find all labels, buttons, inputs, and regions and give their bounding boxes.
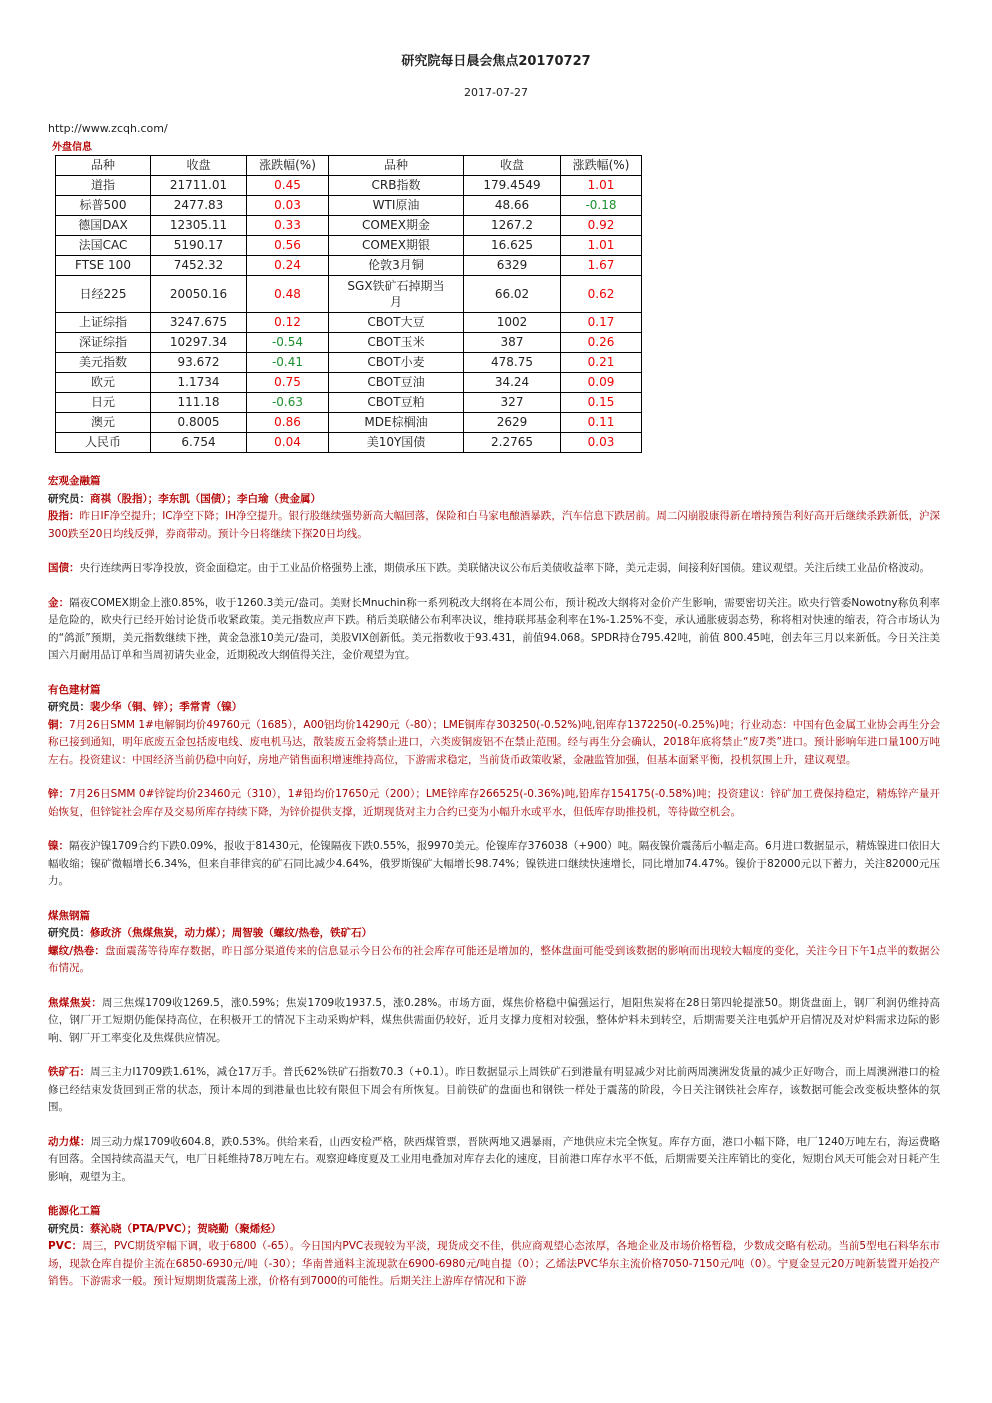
para-label: 镍： (48, 840, 70, 852)
row-name: CRB指数 (329, 176, 464, 196)
row-name: CBOT玉米 (329, 333, 464, 353)
row-close: 1002 (464, 313, 561, 333)
row-change: 0.62 (561, 276, 642, 313)
market-table-row (56, 413, 642, 433)
row-change: 1.01 (561, 236, 642, 256)
row-change: 0.17 (561, 313, 642, 333)
market-table-row (56, 256, 642, 276)
row-name: SGX铁矿石掉期当月 (329, 276, 464, 313)
row-change: 0.24 (247, 256, 329, 276)
researcher-names: 修政济（焦煤焦炭，动力煤）；周智骏（螺纹/热卷，铁矿石） (90, 927, 373, 939)
row-close: 6.754 (151, 433, 247, 453)
market-table-row (56, 216, 642, 236)
row-name: 法国CAC (56, 236, 151, 256)
market-table-row (56, 373, 642, 393)
row-close: 1267.2 (464, 216, 561, 236)
para-label: PVC： (48, 1240, 83, 1252)
row-change: -0.18 (561, 196, 642, 216)
row-name: 美元指数 (56, 353, 151, 373)
row-close: 387 (464, 333, 561, 353)
col-header-close: 收盘 (151, 156, 247, 176)
section-title-macro: 宏观金融篇 (48, 475, 101, 487)
market-table-row (56, 433, 642, 453)
row-close: 12305.11 (151, 216, 247, 236)
para-label: 铁矿石： (48, 1066, 91, 1078)
market-table-row (56, 353, 642, 373)
row-name: 日元 (56, 393, 151, 413)
row-name: MDE棕榈油 (329, 413, 464, 433)
para-text: 周三焦煤1709收1269.5，涨0.59%；焦炭1709收1937.5，涨0.28%。市场方面，煤焦价格稳中偏强运行，旭阳焦炭将在28日第四轮提涨50。期货盘面上，钢厂利润仍维持高位，钢厂开工短期仍能保持高位，在积极开工的情况下主动采购炉料，煤焦供需面仍较好，近月支撑力度相对较强，整体炉料未到转空，后期需要关注电弧炉开启情况及对炉料需求边际的影响、钢厂开工率变化及焦煤供应情况。 (48, 996, 941, 1044)
report-date: 2017-07-27 (464, 86, 528, 99)
row-change: 0.86 (247, 413, 329, 433)
row-change: -0.54 (247, 333, 329, 353)
row-name: COMEX期金 (329, 216, 464, 236)
row-close: 327 (464, 393, 561, 413)
copper-paragraph (48, 717, 940, 770)
row-close: 10297.34 (151, 333, 247, 353)
col-header-name: 品种 (329, 156, 464, 176)
bond-paragraph (48, 560, 940, 578)
row-change: 0.03 (561, 433, 642, 453)
zinc-paragraph (48, 786, 940, 821)
row-name: 美10Y国债 (329, 433, 464, 453)
market-table-row (56, 276, 642, 313)
nickel-paragraph (48, 838, 940, 891)
row-close: 20050.16 (151, 276, 247, 313)
rebar-paragraph (48, 943, 940, 978)
row-change: 0.92 (561, 216, 642, 236)
row-name: 深证综指 (56, 333, 151, 353)
para-text: 盘面震荡等待库存数据，昨日部分渠道传来的信息显示今日公布的社会库存可能还是增加的，整体盘面可能受到该数据的影响而出现较大幅度的变化，关注今日下午1点半的数据公布情况。 (48, 944, 940, 974)
gold-paragraph (48, 595, 940, 665)
row-close: 6329 (464, 256, 561, 276)
row-name: 德国DAX (56, 216, 151, 236)
row-close: 7452.32 (151, 256, 247, 276)
section-title-metals: 有色建材篇 (48, 683, 101, 696)
row-change: 0.04 (247, 433, 329, 453)
row-name: 日经225 (56, 276, 151, 313)
row-name: CBOT小麦 (329, 353, 464, 373)
row-change: 0.15 (561, 393, 642, 413)
website-link[interactable]: http://www.zcqh.com/ (48, 122, 168, 135)
col-header-close: 收盘 (464, 156, 561, 176)
iron-ore-paragraph (48, 1064, 940, 1117)
row-close: 478.75 (464, 353, 561, 373)
row-name: 道指 (56, 176, 151, 196)
row-name: CBOT豆粕 (329, 393, 464, 413)
page-title: 研究院每日晨会焦点20170727 (401, 54, 591, 69)
row-change: 0.26 (561, 333, 642, 353)
row-name: 欧元 (56, 373, 151, 393)
market-table-row (56, 196, 642, 216)
row-change: 0.09 (561, 373, 642, 393)
row-close: 48.66 (464, 196, 561, 216)
para-text: 周三，PVC期货窄幅下调，收于6800（-65）。今日国内PVC表现较为平淡，现货成交不佳，供应商观望心态浓厚，各地企业及市场价格暂稳，少数成交略有松动。当前5型电石料华东市场，现款仓库自提价主流在6850-6930元/吨（-30）；华南普通料主流现款在6900-6980元/吨自提（0）；乙烯法PVC华东主流价格7050-7150元/吨（0）。宁夏金昱元20万吨新装置开始投产销售。下游需求一般。预计短期期货震荡上涨，价格有到7000的可能性。后期关注上游库存情况和下游 (48, 1240, 941, 1287)
row-close: 111.18 (151, 393, 247, 413)
market-table-row (56, 236, 642, 256)
market-table-header (56, 156, 642, 176)
market-table (55, 155, 642, 453)
row-name: FTSE 100 (56, 256, 151, 276)
row-name: 人民币 (56, 433, 151, 453)
market-table-row (56, 176, 642, 196)
para-text: 7月26日SMM 0#锌锭均价23460元（310），1#铅均价17650元（200）；LME锌库存266525(-0.36%)吨,铅库存154175(-0.58%)吨；投资建议：锌矿加工费保持稳定，精炼锌产量开始恢复，但锌锭社会库存及交易所库存持续下降，为锌价提供支撑，近期现货对主力合约已变为小幅升水或平水，但低库存助推投机，等待做空机会。 (48, 788, 941, 818)
row-name: COMEX期银 (329, 236, 464, 256)
para-text: 昨日IF净空提升；IC净空下降；IH净空提升。银行股继续强势新高大幅回落，保险和白马家电酿酒暴跌，汽车信息下跌居前。周二闪崩股康得新在增持预告利好高开后继续杀跌新低，沪深300跌至20日均线反弹，券商带动。预计今日将继续下探20日均线。 (48, 510, 941, 540)
para-text: 隔夜COMEX期金上涨0.85%，收于1260.3美元/盎司。美财长Mnuchin称一系列税改大纲将在本周公布，预计税改大纲将对金价产生影响，需要密切关注。欧央行管委Nowotny称负利率是危险的，欧央行已经开始讨论货币收紧政策。美元指数应声下跌。稍后美联储公布利率决议，维持联邦基金利率在1%-1.25%不变，承认通胀疲弱态势，称将相对快速的缩表，符合市场认为的“鸽派”预期，美元指数继续下挫，黄金急涨10美元/盎司，美股VIX创新低。美元指数收于93.431，前值94.068。SPDR持仓795.42吨，前值 800.45吨，创去年三月以来新低。今日关注美国六月耐用品订单和当周初请失业金，近期税改大纲值得关注，金价观望为宜。 (48, 596, 941, 661)
researcher-line (48, 925, 940, 943)
row-name: 上证综指 (56, 313, 151, 333)
researcher-names: 蔡沁晓（PTA/PVC）；贺晓勤（聚烯烃） (90, 1222, 282, 1235)
section-title-energy: 能源化工篇 (48, 1205, 101, 1217)
row-name: 伦敦3月铜 (329, 256, 464, 276)
para-label: 铜： (48, 718, 70, 731)
para-label: 动力煤： (48, 1135, 91, 1148)
researcher-line (48, 699, 940, 717)
market-section-label: 外盘信息 (52, 142, 92, 153)
row-change: -0.63 (247, 393, 329, 413)
row-change: 0.75 (247, 373, 329, 393)
col-header-name: 品种 (56, 156, 151, 176)
researcher-names: 裴少华（铜、锌）；季常青（镍） (90, 701, 243, 713)
market-table-row (56, 313, 642, 333)
row-close: 2629 (464, 413, 561, 433)
researcher-names: 商祺（股指）；李东凯（国债）；李白瑜（贵金属） (90, 492, 321, 505)
row-change: 0.45 (247, 176, 329, 196)
researcher-label: 研究员： (48, 701, 90, 713)
row-close: 2477.83 (151, 196, 247, 216)
market-table-row (56, 393, 642, 413)
row-close: 16.625 (464, 236, 561, 256)
row-close: 179.4549 (464, 176, 561, 196)
col-header-change: 涨跌幅(%) (561, 156, 642, 176)
row-change: 0.11 (561, 413, 642, 433)
row-change: 0.48 (247, 276, 329, 313)
row-name: 标普500 (56, 196, 151, 216)
row-change: 1.67 (561, 256, 642, 276)
row-change: 1.01 (561, 176, 642, 196)
row-close: 1.1734 (151, 373, 247, 393)
row-close: 66.02 (464, 276, 561, 313)
para-label: 股指： (48, 510, 80, 522)
row-change: 0.03 (247, 196, 329, 216)
coke-paragraph (48, 995, 940, 1048)
researcher-label: 研究员： (48, 1222, 90, 1235)
researcher-label: 研究员： (48, 927, 90, 939)
para-label: 焦煤焦炭： (48, 996, 103, 1009)
researcher-line (48, 491, 940, 509)
row-name: WTI原油 (329, 196, 464, 216)
para-label: 螺纹/热卷： (48, 944, 106, 957)
para-text: 央行连续两日零净投放，资金面稳定。由于工业品价格强势上涨，期债承压下跌。美联储决议公布后美债收益率下降，美元走弱，间接利好国债。建议观望。关注后续工业品价格波动。 (79, 562, 930, 574)
row-close: 93.672 (151, 353, 247, 373)
para-text: 7月26日SMM 1#电解铜均价49760元（1685），A00铝均价14290元（-80）；LME铜库存303250(-0.52%)吨,铝库存1372250(-0.25%)吨；行业动态：中国有色金属工业协会再生分会称已接到通知，明年底废五金包括废电线、废电机马达，散装废五金将禁止进口，六类废铜废铝不在禁止范围。经与再生分会确认，2018年底将禁止“废7类”进口。预计影响年进口量100万吨左右。投资建议：中国经济当前仍稳中向好，房地产销售面积增速维持高位，下游需求稳定，当前货币政策收紧，金融监管加强，但基本面紧平衡，投机氛围上升，建议观望。 (48, 718, 940, 766)
thermal-coal-paragraph (48, 1134, 940, 1187)
market-table-row (56, 333, 642, 353)
researcher-label: 研究员： (48, 492, 90, 505)
researcher-line (48, 1221, 940, 1239)
row-close: 21711.01 (151, 176, 247, 196)
row-close: 5190.17 (151, 236, 247, 256)
para-label: 锌： (48, 788, 70, 800)
para-label: 国债： (48, 562, 80, 574)
row-name: 澳元 (56, 413, 151, 433)
col-header-change: 涨跌幅(%) (247, 156, 329, 176)
row-close: 34.24 (464, 373, 561, 393)
para-label: 金： (48, 596, 70, 609)
stock-index-paragraph (48, 508, 940, 543)
pvc-paragraph (48, 1238, 940, 1291)
row-close: 3247.675 (151, 313, 247, 333)
row-change: 0.12 (247, 313, 329, 333)
row-close: 0.8005 (151, 413, 247, 433)
row-name: CBOT大豆 (329, 313, 464, 333)
section-title-coal: 煤焦钢篇 (48, 909, 90, 922)
row-close: 2.2765 (464, 433, 561, 453)
row-change: 0.56 (247, 236, 329, 256)
row-change: 0.33 (247, 216, 329, 236)
para-text: 周三动力煤1709收604.8，跌0.53%。供给来看，山西安检严格，陕西煤管票，晋陕两地又遇暴雨，产地供应未完全恢复。库存方面，港口小幅下降，电厂1240万吨左右，海运费略有回落。全国持续高温天气，电厂日耗维持78万吨左右。观察迎峰度夏及工业用电叠加对库存去化的速度，目前港口库存水平不低，后期需要关注库销比的变化，短期台风天可能会对日耗产生影响，观望为主。 (48, 1135, 941, 1183)
row-name: CBOT豆油 (329, 373, 464, 393)
row-change: 0.21 (561, 353, 642, 373)
para-text: 隔夜沪镍1709合约下跌0.09%，报收于81430元，伦镍隔夜下跌0.55%，报9970美元。伦镍库存376038（+900）吨。隔夜镍价震荡后小幅走高。6月进口数据显示，精炼镍进口依旧大幅收缩；镍矿微幅增长6.34%，但来自菲律宾的矿石同比减少4.64%，俄罗斯镍矿大幅增长98.74%；镍铁进口继续快速增长，同比增加74.47%。镍价于82000元以下蓄力，关注82000元压力。 (48, 840, 940, 887)
row-change: -0.41 (247, 353, 329, 373)
para-text: 周三主力I1709跌1.61%，减仓17万手。普氏62%铁矿石指数70.3（+0.1）。昨日数据显示上周铁矿石到港量有明显减少对比前两周澳洲发货量的减少正好吻合，而上周澳洲港口的检修已经结束发货回到正常的状态，预计本周的到港量也比较有限但下周会有所恢复。目前铁矿的盘面也和钢铁一样处于震荡的阶段，今日关注钢铁社会库存，该数据可能会改变板块整体的氛围。 (48, 1066, 941, 1113)
